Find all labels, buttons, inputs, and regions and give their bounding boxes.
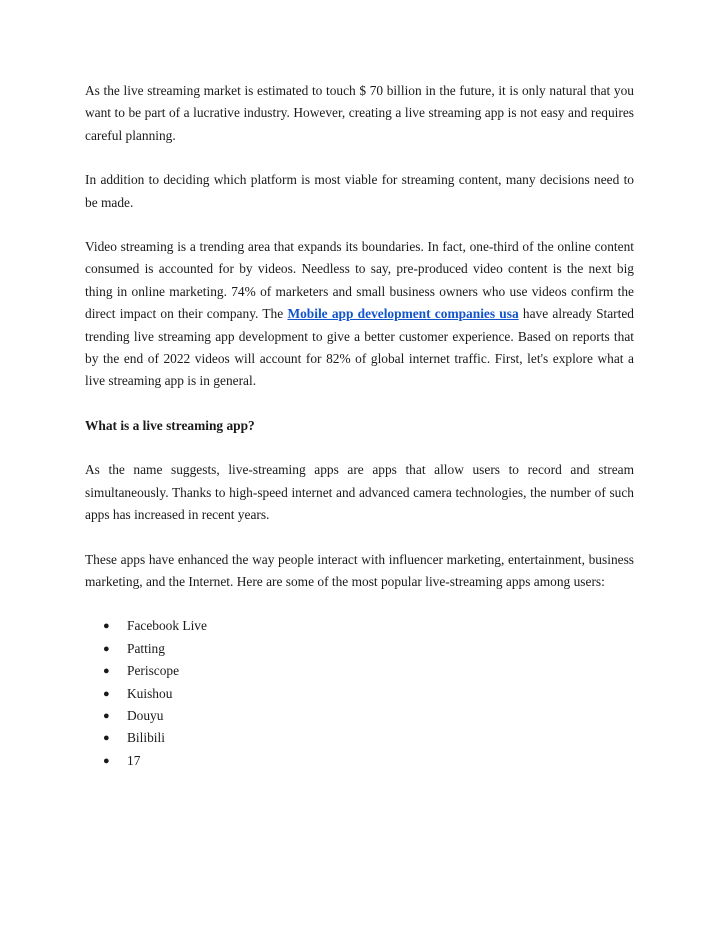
bullet-icon: ● [103,709,110,722]
list-item-label: Facebook Live [127,618,207,634]
list-item-label: Douyu [127,707,164,723]
apps-list [85,615,634,772]
bullet-icon: ● [103,642,110,655]
document-page [85,80,634,772]
list-item [85,683,634,705]
list-item [85,660,634,682]
intro-paragraph: As the live streaming market is estimated to touch $ 70 billion in the future, it is only natural that you want to be part of a lucrative industry. However, creating a live streaming app is not easy and requires careful planning. [85,83,634,143]
list-item [85,638,634,660]
section-heading: What is a live streaming app? [85,417,255,433]
paragraph-text-before-link: Video streaming is a trending area that expands its boundaries. In fact, one-third of the online content consumed is accounted for by videos. Needless to say, pre-produced video content is the next big thing in online marketing. 74% of marketers and small business owners who use videos confirm the direct impact on their company. The [85,239,634,322]
definition-paragraph: As the name suggests, live-streaming apps are apps that allow users to record and stream simultaneously. Thanks to high-speed internet and advanced camera technologies, the number of such apps has increased in recent years. [85,462,634,523]
bullet-icon: ● [103,665,110,678]
list-item [85,615,634,637]
list-item-label: Bilibili [127,730,165,746]
list-item [85,727,634,749]
decisions-paragraph: In addition to deciding which platform is most viable for streaming content, many decisions need to be made. [85,172,634,210]
popular-apps-paragraph: These apps have enhanced the way people interact with influencer marketing, entertainment, business marketing, and the Internet. Here are some of the most popular live-streaming apps among users: [85,551,634,589]
list-item-label: Kuishou [127,685,173,701]
list-item [85,705,634,727]
bullet-icon: ● [103,620,110,633]
bullet-icon: ● [103,687,110,700]
video-streaming-paragraph [85,236,634,393]
list-item [85,750,634,772]
list-item-label: Patting [127,640,165,656]
paragraph-text-after-link: have already Started trending live streaming app development to give a better customer experience. Based on reports that by the end of 2022 videos will account for 82% of global internet traffic. First, let's explore what a live streaming app is in general. [85,306,635,389]
list-item-label: 17 [127,752,141,768]
mobile-app-companies-link[interactable]: Mobile app development companies usa [287,306,519,322]
list-item-label: Periscope [127,663,180,679]
bullet-icon: ● [103,754,110,767]
bullet-icon: ● [103,732,110,745]
